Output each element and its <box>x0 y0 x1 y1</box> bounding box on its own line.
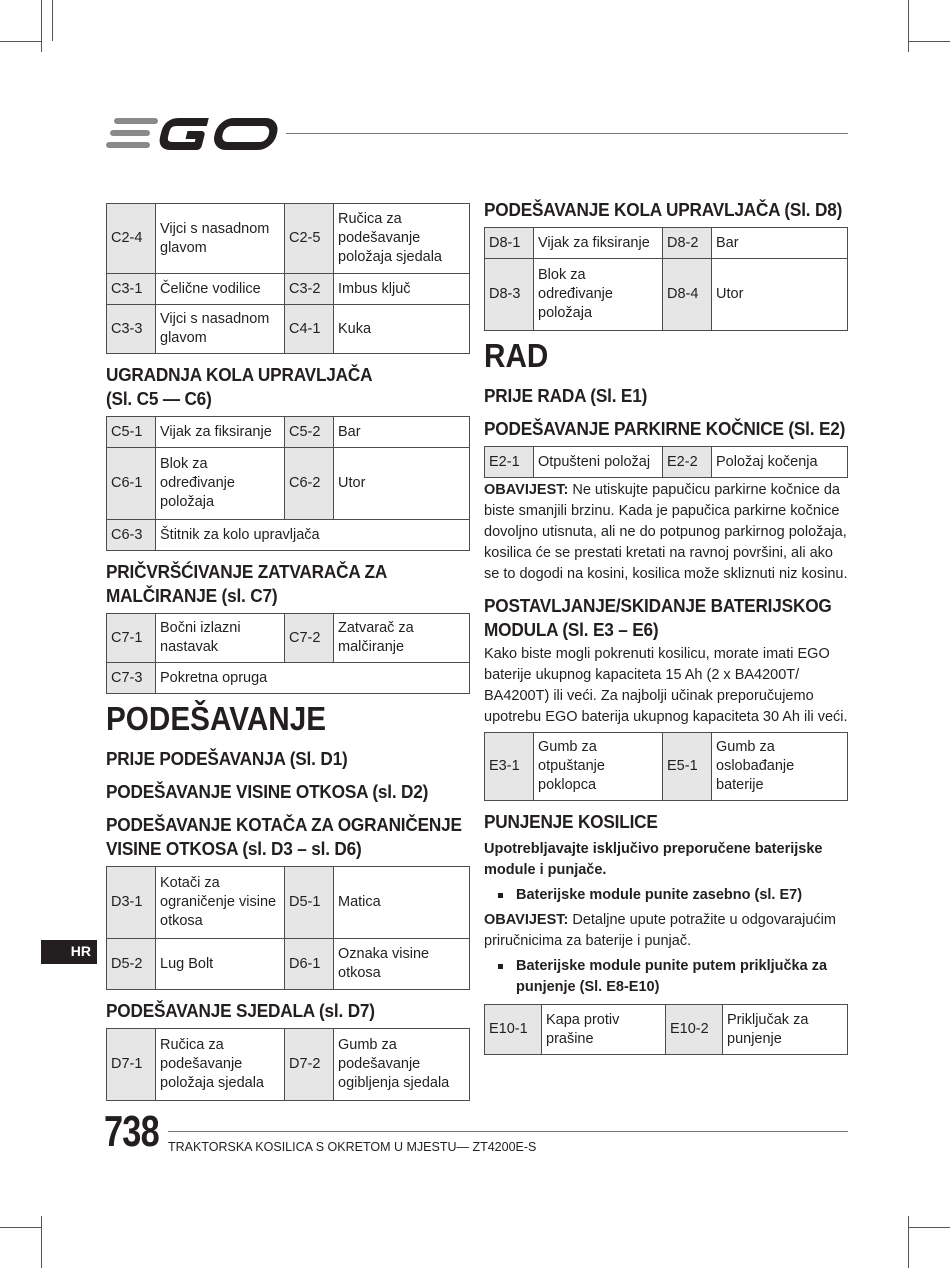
table-cell: Štitnik za kolo upravljača <box>156 520 470 551</box>
table-cell: C4-1 <box>285 305 334 354</box>
chapter-title-adjustment: PODEŠAVANJE <box>106 700 327 737</box>
table-cell: Vijak za fiksiranje <box>156 417 285 448</box>
table-row <box>485 228 848 259</box>
table-cell: Utor <box>334 448 470 520</box>
table-cell: Bar <box>334 417 470 448</box>
table-cell: E10-2 <box>666 1005 723 1055</box>
table-row <box>107 614 470 663</box>
table-cell: D5-1 <box>285 867 334 939</box>
table-row <box>107 448 470 520</box>
section-heading: MODULA (Sl. E3 – E6) <box>484 619 659 640</box>
table-cell: Čelične vodilice <box>156 274 285 305</box>
table-cell: Imbus ključ <box>334 274 470 305</box>
right-column <box>484 196 848 1055</box>
table-cell: D8-2 <box>663 228 712 259</box>
table-cell: C2-4 <box>107 204 156 274</box>
table-row <box>107 939 470 990</box>
parts-table-c7 <box>106 613 470 694</box>
table-cell: D3-1 <box>107 867 156 939</box>
parts-table-c2-c4 <box>106 203 470 354</box>
table-row <box>107 204 470 274</box>
table-cell: Gumb za podešavanje ogibljenja sjedala <box>334 1029 470 1101</box>
table-cell: C5-2 <box>285 417 334 448</box>
section-heading: (Sl. C5 — C6) <box>106 388 212 409</box>
section-heading: PUNJENJE KOSILICE <box>484 811 658 832</box>
table-cell: D8-3 <box>485 259 534 331</box>
footer-title: TRAKTORSKA KOSILICA S OKRETOM U MJESTU— ZT4200E-S <box>168 1140 537 1154</box>
table-row <box>107 305 470 354</box>
table-cell: C3-2 <box>285 274 334 305</box>
crop-mark <box>0 1227 41 1228</box>
notice-charging: OBAVIJEST: Detaljne upute potražite u odgovarajućim priručnicima za baterije i punjač. <box>484 912 836 949</box>
section-heading: POSTAVLJANJE/SKIDANJE BATERIJSKOG <box>484 595 832 616</box>
table-row <box>107 867 470 939</box>
section-heading: PODEŠAVANJE SJEDALA (sl. D7) <box>106 1000 375 1021</box>
crop-mark <box>0 41 41 42</box>
table-cell: Blok za određivanje položaja <box>534 259 663 331</box>
chapter-title-operation: RAD <box>484 337 549 374</box>
language-tab: HR <box>41 940 97 964</box>
parts-table-d7 <box>106 1028 470 1101</box>
table-row <box>485 733 848 801</box>
table-cell: Bočni izlazni nastavak <box>156 614 285 663</box>
crop-mark <box>41 0 42 52</box>
parts-table-e3-e5 <box>484 732 848 801</box>
table-cell: Vijci s nasadnom glavom <box>156 305 285 354</box>
table-cell: C7-2 <box>285 614 334 663</box>
bullet-list <box>484 885 848 906</box>
section-heading: PODEŠAVANJE PARKIRNE KOČNICE (Sl. E2) <box>484 418 846 439</box>
table-cell: C7-3 <box>107 663 156 694</box>
table-cell: Kotači za ograničenje visine otkosa <box>156 867 285 939</box>
crop-mark <box>52 0 53 41</box>
section-heading: PRIČVRŠĆIVANJE ZATVARAČA ZA <box>106 561 388 582</box>
table-cell: Blok za određivanje položaja <box>156 448 285 520</box>
ego-logo <box>106 113 278 155</box>
table-cell: Gumb za oslobađanje baterije <box>712 733 848 801</box>
table-cell: Ručica za podešavanje položaja sjedala <box>334 204 470 274</box>
table-cell: Oznaka visine otkosa <box>334 939 470 990</box>
parts-table-d3-d6 <box>106 866 470 990</box>
page-number: 738 <box>104 1107 159 1156</box>
bullet-list <box>484 956 848 998</box>
list-item: Baterijske module punite putem priključka za punjenje (Sl. E8-E10) <box>516 956 848 998</box>
table-cell: C7-1 <box>107 614 156 663</box>
table-cell: Utor <box>712 259 848 331</box>
charging-instruction: Upotrebljavajte isključivo preporučene baterijske module i punjače. <box>484 841 823 878</box>
table-cell: D7-1 <box>107 1029 156 1101</box>
table-cell: Bar <box>712 228 848 259</box>
section-heading: PODEŠAVANJE VISINE OTKOSA (sl. D2) <box>106 781 429 802</box>
footer-rule <box>168 1131 848 1132</box>
table-row <box>107 663 470 694</box>
table-cell: Vijci s nasadnom glavom <box>156 204 285 274</box>
table-cell: Vijak za fiksiranje <box>534 228 663 259</box>
table-cell: C3-3 <box>107 305 156 354</box>
table-row <box>485 259 848 331</box>
table-cell: D6-1 <box>285 939 334 990</box>
table-cell: C3-1 <box>107 274 156 305</box>
crop-mark <box>908 0 909 52</box>
table-cell: D5-2 <box>107 939 156 990</box>
battery-paragraph: Kako biste mogli pokrenuti kosilicu, morate imati EGO baterije ukupnog kapaciteta 15 Ah (2 x BA4200T/ BA4200T) ili veći. Za najbolji učinak preporučujemo upotrebu EGO baterija ukupnog kapaciteta 30 Ah ili veći. <box>484 646 848 725</box>
crop-mark <box>908 1216 909 1268</box>
table-row <box>485 1005 848 1055</box>
table-cell: D7-2 <box>285 1029 334 1101</box>
table-cell: Gumb za otpuštanje poklopca <box>534 733 663 801</box>
table-cell: Zatvarač za malčiranje <box>334 614 470 663</box>
section-heading: PRIJE RADA (Sl. E1) <box>484 385 648 406</box>
left-column <box>106 203 470 1101</box>
table-row <box>107 417 470 448</box>
table-cell: C6-3 <box>107 520 156 551</box>
section-heading: VISINE OTKOSA (sl. D3 – sl. D6) <box>106 838 362 859</box>
crop-mark <box>909 1227 950 1228</box>
table-cell: Pokretna opruga <box>156 663 470 694</box>
table-cell: Ručica za podešavanje položaja sjedala <box>156 1029 285 1101</box>
table-cell: C6-2 <box>285 448 334 520</box>
table-cell: C5-1 <box>107 417 156 448</box>
parts-table-d8 <box>484 227 848 331</box>
parts-table-c5-c6 <box>106 416 470 551</box>
header-rule <box>286 133 848 134</box>
table-cell: D8-1 <box>485 228 534 259</box>
table-cell: Kuka <box>334 305 470 354</box>
table-cell: Kapa protiv prašine <box>542 1005 666 1055</box>
table-cell: Matica <box>334 867 470 939</box>
table-cell: E3-1 <box>485 733 534 801</box>
table-cell: Otpušteni položaj <box>534 447 663 478</box>
section-heading: MALČIRANJE (sl. C7) <box>106 585 278 606</box>
table-cell: Lug Bolt <box>156 939 285 990</box>
section-heading: PODEŠAVANJE KOTAČA ZA OGRANIČENJE <box>106 814 462 835</box>
table-cell: E5-1 <box>663 733 712 801</box>
crop-mark <box>41 1216 42 1268</box>
section-heading: PRIJE PODEŠAVANJA (Sl. D1) <box>106 748 348 769</box>
section-heading: UGRADNJA KOLA UPRAVLJAČA <box>106 364 373 385</box>
table-row <box>107 1029 470 1101</box>
table-cell: Položaj kočenja <box>712 447 848 478</box>
table-row <box>107 520 470 551</box>
table-cell: C6-1 <box>107 448 156 520</box>
table-cell: Priključak za punjenje <box>723 1005 848 1055</box>
list-item: Baterijske module punite zasebno (sl. E7) <box>516 885 848 906</box>
table-row <box>485 447 848 478</box>
table-cell: E2-2 <box>663 447 712 478</box>
table-cell: C2-5 <box>285 204 334 274</box>
table-cell: E10-1 <box>485 1005 542 1055</box>
table-cell: D8-4 <box>663 259 712 331</box>
table-row <box>107 274 470 305</box>
section-heading: PODEŠAVANJE KOLA UPRAVLJAČA (Sl. D8) <box>484 199 843 220</box>
table-cell: E2-1 <box>485 447 534 478</box>
parts-table-e10 <box>484 1004 848 1055</box>
notice-parking-brake: OBAVIJEST: Ne utiskujte papučicu parkirne kočnice da biste smanjili brzinu. Kada je papučica parkirne kočnice dovoljno utisnuta, ali ne do potpunog parkirnog položaja, kosilica će se prestati kretati na ravnoj površini, ali ako se to dogodi na kosini, kosilica može skliznuti niz kosinu. <box>484 482 848 582</box>
crop-mark <box>909 41 950 42</box>
parts-table-e2 <box>484 446 848 478</box>
